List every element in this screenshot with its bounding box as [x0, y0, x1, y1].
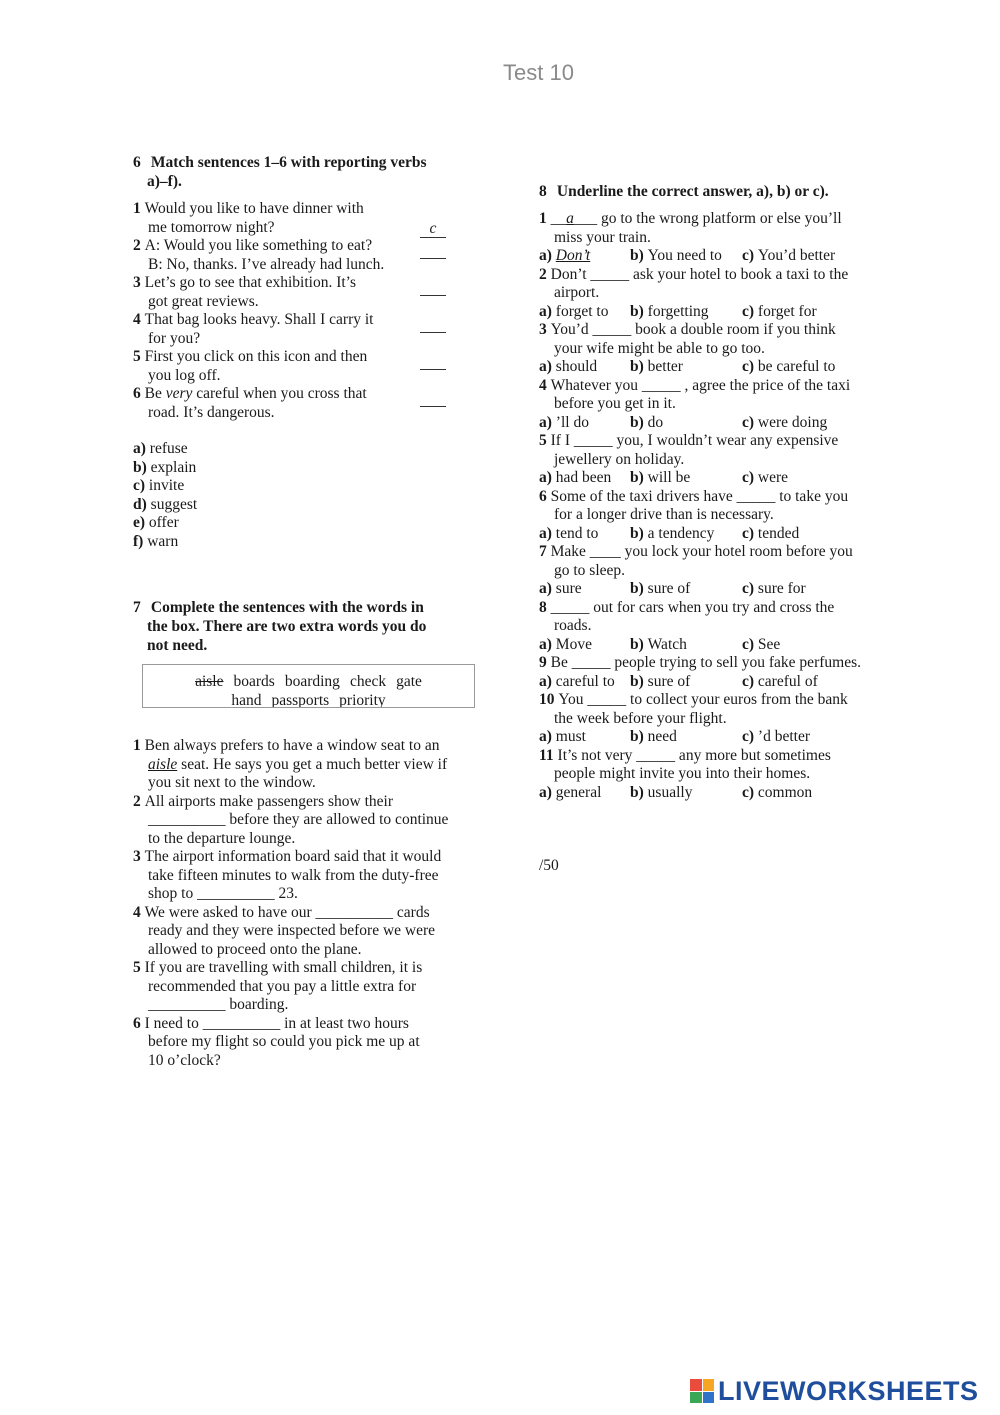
option-letter: b): [630, 247, 648, 264]
option-text: sure for: [757, 580, 806, 597]
answer-blank[interactable]: [420, 258, 446, 259]
item-number: 3: [133, 274, 145, 291]
option-letter: a): [539, 635, 556, 653]
example-answer: a: [566, 210, 574, 227]
item-text: careful when you cross that: [192, 385, 367, 402]
ex8-question-line: for a longer drive than is necessary.: [554, 506, 774, 523]
option-word: warn: [147, 532, 179, 550]
item-number: 4: [539, 376, 551, 394]
item-number: 10: [539, 691, 559, 708]
item-number: 2: [539, 265, 551, 283]
item-text: Ben always prefers to have a window seat to an: [144, 737, 440, 754]
item-text: Whatever you _____ , agree the price of the taxi: [550, 376, 851, 394]
verb-option: [133, 459, 196, 478]
item-number: 5: [133, 959, 145, 976]
option-text: a tendency: [647, 524, 715, 542]
ex7-item-line: [148, 922, 435, 941]
option-text: tend to: [555, 524, 599, 542]
ex6-item-line: [133, 311, 373, 330]
item-text: Be: [144, 385, 166, 402]
option-letter: e): [133, 514, 149, 531]
option-text: Watch: [647, 635, 687, 653]
ex7-item-line: [148, 774, 316, 793]
item-text: If I _____ you, I wouldn’t wear any expensive: [550, 432, 839, 449]
box-word: aisle: [195, 673, 224, 690]
ex7-item-line: [148, 811, 448, 830]
option-word: offer: [148, 514, 179, 531]
verb-option: [133, 496, 197, 515]
word-box-row: [143, 692, 474, 709]
option-letter: a): [539, 524, 556, 542]
option-text: Don’t: [555, 247, 591, 264]
answer-option-c[interactable]: [742, 525, 799, 544]
ex7-item-line: [148, 941, 361, 960]
option-text: general: [555, 783, 602, 801]
box-word: boarding: [284, 673, 340, 690]
word-box: [142, 664, 475, 708]
ex8-question-line: [539, 747, 831, 766]
ex7-item-line: [133, 1015, 409, 1034]
answer-option-c[interactable]: [742, 358, 835, 377]
item-text: You’d _____ book a double room if you think: [550, 321, 836, 338]
item-text: We were asked to have our __________ cards: [144, 903, 430, 921]
answer-option-c[interactable]: [742, 580, 806, 599]
option-text: You need to: [647, 247, 722, 264]
item-number: 5: [539, 432, 551, 449]
option-letter: a): [539, 469, 556, 486]
option-text: careful of: [757, 672, 818, 690]
ex6-item-line: road. It’s dangerous.: [148, 403, 275, 421]
ex8-question-line: go to sleep.: [554, 561, 626, 579]
answer-option-b[interactable]: [630, 247, 722, 266]
ex7-item-line: [148, 1033, 420, 1052]
item-text: __________ boarding.: [148, 996, 289, 1013]
answer-blank[interactable]: [420, 295, 446, 296]
item-text: First you click on this icon and then: [144, 348, 368, 365]
ex8-question-line: [539, 599, 834, 618]
option-letter: a): [539, 413, 556, 431]
option-letter: b): [630, 672, 648, 690]
option-text: forget to: [555, 302, 609, 320]
option-text: usually: [647, 783, 693, 801]
answer-option-c[interactable]: [742, 469, 788, 488]
option-letter: c): [742, 783, 758, 801]
option-text: will be: [647, 469, 691, 486]
option-text: sure: [555, 580, 582, 597]
answer-option-b[interactable]: [630, 784, 692, 803]
option-letter: c): [742, 728, 758, 745]
option-letter: c): [742, 524, 758, 542]
ex6-item-line: [133, 385, 367, 404]
ex6-number: 6: [133, 154, 141, 171]
answer-option-a[interactable]: [539, 303, 608, 322]
answer-option-c[interactable]: [742, 784, 812, 803]
item-number: 4: [133, 903, 145, 921]
option-letter: a): [133, 440, 150, 457]
answer-option-b[interactable]: [630, 358, 683, 377]
word-box-row: [143, 673, 474, 692]
answer-option-a[interactable]: [539, 636, 592, 655]
option-text: need: [647, 728, 677, 745]
item-text: If you are travelling with small children, it is: [144, 959, 423, 976]
verb-option: [133, 477, 184, 496]
ex7-heading-line1: Complete the sentences with the words in: [150, 599, 424, 616]
option-letter: b): [630, 728, 648, 745]
ex8-question-line: [539, 691, 848, 710]
answer-option-b[interactable]: [630, 414, 663, 433]
item-text: 10 o’clock?: [148, 1051, 221, 1069]
answer-blank[interactable]: [420, 369, 446, 370]
answer-option-a[interactable]: [539, 414, 589, 433]
ex8-question-line: roads.: [554, 617, 592, 634]
answer-option-a[interactable]: [539, 525, 598, 544]
ex7-item-line: [133, 848, 441, 867]
item-number: 11: [539, 746, 558, 764]
item-text: to the departure lounge.: [148, 829, 296, 847]
option-letter: b): [630, 358, 648, 375]
item-number: 6: [133, 1014, 145, 1032]
item-number: 5: [133, 348, 145, 365]
item-text: Make ____ you lock your hotel room before you: [550, 543, 853, 560]
answer-option-b[interactable]: [630, 728, 677, 747]
ex7-item-line: [133, 904, 430, 923]
option-letter: c): [742, 635, 758, 653]
ex7-item-line: [133, 737, 439, 756]
option-letter: b): [630, 413, 648, 431]
option-text: ’ll do: [555, 413, 589, 431]
answer-blank[interactable]: [420, 332, 446, 333]
ex6-item-line: [133, 237, 372, 256]
option-letter: a): [539, 302, 556, 320]
answer-option-a[interactable]: [539, 358, 597, 377]
answer-option-c[interactable]: [742, 303, 817, 322]
page-title: Test 10: [503, 60, 574, 85]
ex8-question-line: airport.: [554, 284, 600, 301]
option-letter: b): [133, 458, 151, 476]
answer-blank[interactable]: c: [420, 221, 446, 238]
option-letter: c): [742, 358, 758, 375]
option-text: ’d better: [757, 728, 810, 745]
ex7-number: 7: [133, 599, 141, 616]
item-text: recommended that you pay a little extra for: [148, 977, 417, 995]
answer-option-b[interactable]: [630, 525, 714, 544]
option-text: forget for: [757, 302, 817, 320]
option-text: do: [647, 413, 664, 431]
ex8-question-line: [539, 321, 836, 340]
answer-blank[interactable]: [420, 406, 446, 407]
ex6-item-line: got great reviews.: [148, 292, 259, 310]
item-number: 1: [539, 210, 551, 227]
option-text: sure of: [647, 580, 691, 597]
answer-option-a[interactable]: [539, 469, 611, 488]
item-number: 2: [133, 792, 145, 810]
box-word: gate: [396, 673, 422, 690]
ex7-item-line: [133, 959, 422, 978]
answer-option-c[interactable]: [742, 673, 818, 692]
item-text: A: Would you like something to eat?: [144, 237, 373, 254]
ex8-question-line: jewellery on holiday.: [554, 450, 685, 468]
ex7-item-line: [148, 996, 288, 1015]
option-letter: a): [539, 358, 556, 375]
option-text: You’d better: [757, 247, 836, 264]
item-text: Let’s go to see that exhibition. It’s: [144, 274, 356, 291]
option-text: better: [647, 358, 683, 375]
option-text: should: [555, 358, 598, 375]
answer-option-b[interactable]: [630, 469, 690, 488]
ex6-item-line: [133, 274, 356, 293]
box-word: check: [349, 673, 387, 690]
option-letter: b): [630, 302, 648, 320]
option-text: were doing: [757, 413, 828, 431]
option-letter: d): [133, 495, 151, 513]
item-text: __: [550, 210, 567, 227]
item-number: 1: [133, 737, 145, 754]
ex8-number: 8: [539, 183, 547, 200]
option-letter: b): [630, 580, 648, 597]
option-letter: b): [630, 469, 648, 486]
verb-option: [133, 440, 188, 459]
item-text: ready and they were inspected before we were: [148, 922, 436, 939]
item-text: Would you like to have dinner with: [144, 200, 364, 217]
item-number: 2: [133, 237, 145, 254]
item-text: ___ go to the wrong platform or else you’ll: [573, 210, 842, 227]
verb-option: [133, 533, 178, 552]
answer-option-c[interactable]: [742, 728, 810, 747]
ex8-question-line: people might invite you into their homes.: [554, 765, 811, 782]
ex8-heading: [539, 182, 829, 201]
option-text: forgetting: [647, 302, 709, 320]
option-letter: a): [539, 783, 556, 801]
item-text: _____ out for cars when you try and cross the: [550, 598, 835, 616]
item-text: Some of the taxi drivers have _____ to take you: [550, 487, 849, 505]
ex6-item-line: you log off.: [148, 366, 221, 384]
answer-option-b[interactable]: [630, 580, 690, 599]
option-text: must: [555, 728, 586, 745]
ex6-item-line: B: No, thanks. I’ve already had lunch.: [148, 255, 385, 273]
option-letter: b): [630, 783, 648, 801]
option-letter: c): [742, 247, 758, 264]
option-text: common: [757, 783, 813, 801]
answer-option-b[interactable]: [630, 636, 687, 655]
item-number: 4: [133, 311, 145, 328]
ex7-heading-line3: not need.: [147, 637, 208, 654]
option-text: had been: [555, 469, 612, 486]
option-letter: c): [742, 672, 758, 690]
ex6-item-line: for you?: [148, 329, 201, 347]
ex6-heading: [133, 153, 427, 191]
option-letter: a): [539, 672, 556, 690]
item-text: Don’t _____ ask your hotel to book a taxi to the: [550, 265, 849, 283]
answer-option-a[interactable]: [539, 784, 601, 803]
ex7-item-line: [148, 756, 447, 775]
answer-option-c[interactable]: [742, 636, 780, 655]
answer-option-c[interactable]: [742, 247, 835, 266]
ex8-question-line: miss your train.: [554, 228, 651, 246]
option-text: sure of: [647, 672, 691, 690]
option-letter: c): [133, 477, 149, 494]
option-letter: c): [742, 302, 758, 320]
ex6-item-line: [133, 348, 367, 367]
item-text: You _____ to collect your euros from the bank: [558, 691, 848, 708]
answer-option-a[interactable]: [539, 247, 590, 266]
logo-text: LIVEWORKSHEETS: [718, 1375, 979, 1406]
item-text: you sit next to the window.: [148, 774, 316, 791]
option-letter: a): [539, 580, 556, 597]
item-text: __________ before they are allowed to continue: [148, 811, 449, 828]
item-number: 6: [133, 385, 145, 402]
liveworksheets-logo: [690, 1376, 979, 1406]
ex7-heading: [133, 598, 426, 655]
box-word: passports: [271, 691, 330, 708]
option-text: were: [757, 469, 789, 486]
ex7-item-line: [133, 793, 393, 812]
verb-option: [133, 514, 179, 533]
item-number: 7: [539, 543, 551, 560]
option-letter: c): [742, 469, 758, 486]
item-text: shop to __________ 23.: [148, 885, 298, 902]
ex6-heading-line1: Match sentences 1–6 with reporting verbs: [150, 154, 427, 171]
ex8-question-line: [539, 488, 848, 507]
ex7-item-line: [148, 830, 295, 849]
ex7-item-line: [148, 885, 298, 904]
option-word: explain: [150, 458, 197, 476]
option-word: suggest: [150, 495, 198, 513]
option-letter: b): [630, 524, 648, 542]
score-total: /50: [539, 857, 559, 874]
ex8-question-line: your wife might be able to go too.: [554, 339, 765, 357]
answer-option-a[interactable]: [539, 580, 582, 599]
ex7-heading-line2: the box. There are two extra words you do: [147, 618, 427, 635]
ex6-item-line: [133, 200, 364, 219]
option-text: Move: [555, 635, 592, 653]
ex8-question-line: [539, 432, 838, 451]
item-number: 9: [539, 654, 551, 671]
logo-mark-icon: [690, 1379, 714, 1403]
item-number: 1: [133, 200, 145, 217]
item-number: 8: [539, 598, 551, 616]
answer-option-c[interactable]: [742, 414, 827, 433]
option-letter: c): [742, 580, 758, 597]
item-text: Be _____ people trying to sell you fake perfumes.: [550, 654, 861, 671]
option-text: be careful to: [757, 358, 836, 375]
item-number: 3: [133, 848, 145, 865]
option-text: tended: [757, 524, 800, 542]
item-text: seat. He says you get a much better view if: [177, 755, 448, 773]
ex8-question-line: the week before your flight.: [554, 709, 727, 727]
option-text: careful to: [555, 672, 615, 690]
box-word: hand: [231, 691, 262, 708]
option-word: refuse: [149, 440, 188, 457]
item-text: I need to __________ in at least two hours: [144, 1014, 409, 1032]
ex7-item-line: [148, 978, 416, 997]
ex8-question-line: [539, 543, 853, 562]
ex8-heading-text: Underline the correct answer, a), b) or c).: [556, 183, 829, 200]
ex6-item-line: me tomorrow night?: [148, 218, 275, 236]
item-text: before my flight so could you pick me up at: [148, 1033, 420, 1050]
item-text: take fifteen minutes to walk from the duty-free: [148, 866, 439, 884]
ex6-heading-line2: a)–f).: [147, 173, 182, 190]
option-letter: a): [539, 728, 556, 745]
option-word: invite: [148, 477, 185, 494]
item-emphasis: very: [165, 385, 193, 402]
option-letter: c): [742, 413, 758, 431]
item-text: The airport information board said that it would: [144, 848, 442, 865]
answer-option-a[interactable]: [539, 673, 615, 692]
item-number: 3: [539, 321, 551, 338]
answer-option-b[interactable]: [630, 673, 690, 692]
ex8-question-line: [539, 210, 842, 229]
ex8-question-line: [539, 266, 848, 285]
ex8-question-line: before you get in it.: [554, 395, 676, 412]
option-text: See: [757, 635, 781, 653]
item-text: That bag looks heavy. Shall I carry it: [144, 311, 374, 328]
ex7-item-line: [148, 1052, 221, 1071]
box-word: priority: [339, 691, 386, 708]
item-text: allowed to proceed onto the plane.: [148, 940, 362, 958]
answer-option-b[interactable]: [630, 303, 709, 322]
answer-option-a[interactable]: [539, 728, 586, 747]
option-letter: b): [630, 635, 648, 653]
ex7-item-line: [148, 867, 439, 886]
item-text: It’s not very _____ any more but sometimes: [557, 746, 831, 764]
option-letter: f): [133, 532, 148, 550]
example-answer: aisle: [148, 755, 178, 773]
box-word: boards: [233, 673, 275, 690]
ex8-question-line: [539, 377, 850, 396]
item-text: All airports make passengers show their: [144, 792, 393, 810]
option-letter: a): [539, 247, 556, 264]
ex8-question-line: [539, 654, 861, 673]
item-number: 6: [539, 487, 551, 505]
